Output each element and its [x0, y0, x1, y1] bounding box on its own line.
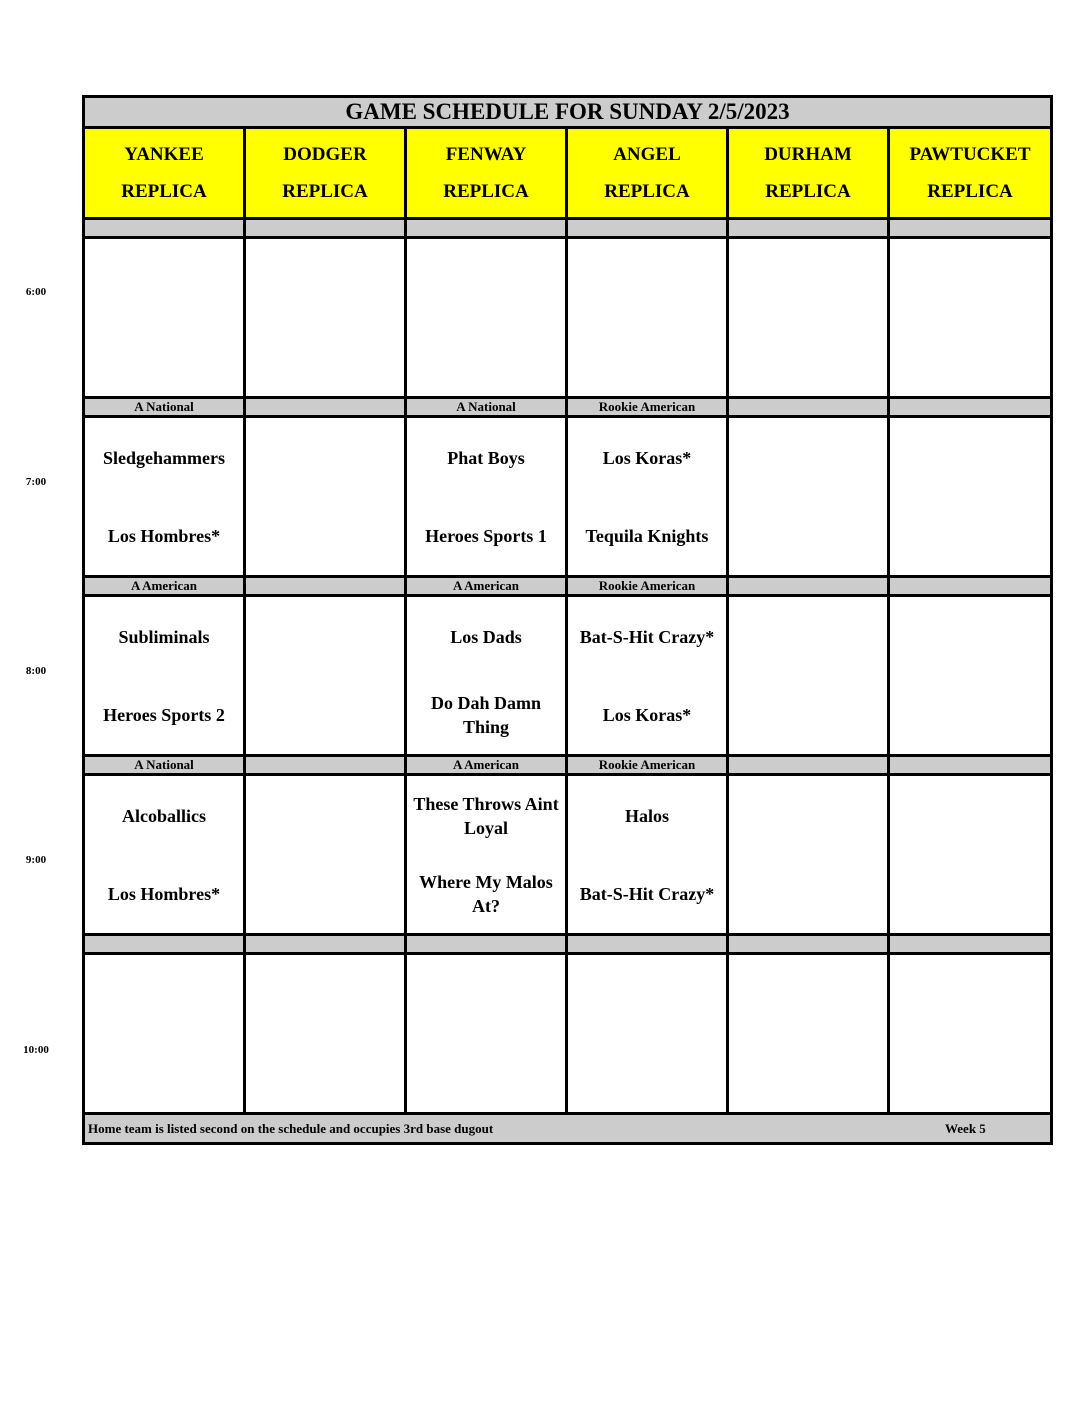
division-label: [245, 577, 406, 596]
away-team: These Throws Aint Loyal: [413, 793, 559, 838]
field-header-angel: ANGEL REPLICA: [567, 128, 728, 219]
away-team: [890, 777, 1050, 855]
division-label: [245, 219, 406, 238]
away-team: [890, 956, 1050, 1034]
home-team: Tequila Knights: [585, 525, 709, 546]
game-cell: [728, 775, 889, 935]
game-cell: [728, 596, 889, 756]
away-team: [246, 956, 404, 1034]
home-team: [729, 855, 887, 933]
game-cell: [567, 238, 728, 398]
schedule-table: [82, 95, 1053, 1145]
game-cell: [728, 417, 889, 577]
home-team: [85, 1034, 243, 1112]
away-team: [729, 419, 887, 497]
division-label: [84, 219, 245, 238]
home-team: [85, 318, 243, 396]
time-label-9: 9:00: [25, 854, 47, 866]
division-label: [728, 398, 889, 417]
home-team: [890, 318, 1050, 396]
game-cell: [728, 238, 889, 398]
game-cell: [889, 596, 1052, 756]
game-cell: [889, 417, 1052, 577]
division-label: [889, 756, 1052, 775]
home-team: Do Dah Damn Thing: [430, 692, 541, 737]
division-label: [889, 219, 1052, 238]
division-label: Rookie American: [567, 577, 728, 596]
division-label: A National: [406, 398, 567, 417]
field-header-yankee: YANKEE REPLICA: [84, 128, 245, 219]
game-cell: [84, 775, 245, 935]
away-team: [85, 240, 243, 318]
game-cell: [406, 596, 567, 756]
game-cell: [406, 238, 567, 398]
away-team: Alcoballics: [122, 805, 206, 826]
home-team: Los Koras*: [602, 704, 692, 725]
footer: [84, 1114, 1052, 1144]
division-label: [889, 398, 1052, 417]
home-team: Los Hombres*: [107, 525, 221, 546]
away-team: [246, 419, 404, 497]
home-team: [729, 676, 887, 754]
division-label: Rookie American: [567, 398, 728, 417]
division-label: A American: [406, 756, 567, 775]
away-team: [246, 598, 404, 676]
away-team: [407, 956, 565, 1034]
game-cell: [245, 417, 406, 577]
division-label: [728, 935, 889, 954]
away-team: [246, 777, 404, 855]
division-label: A National: [84, 398, 245, 417]
away-team: [729, 956, 887, 1034]
home-team: Where My Malos At?: [419, 871, 553, 916]
division-label: A National: [84, 756, 245, 775]
away-team: [568, 956, 726, 1034]
game-cell: [728, 954, 889, 1114]
game-cell: [567, 775, 728, 935]
time-label-8: 8:00: [25, 665, 47, 677]
game-cell: [406, 954, 567, 1114]
away-team: Subliminals: [118, 626, 210, 647]
home-team: [890, 497, 1050, 575]
game-cell: [84, 417, 245, 577]
home-team: [568, 1034, 726, 1112]
home-team: Bat-S-Hit Crazy*: [579, 883, 715, 904]
game-cell: [84, 238, 245, 398]
time-label-7: 7:00: [25, 476, 47, 488]
field-header-durham: DURHAM REPLICA: [728, 128, 889, 219]
footer-note: Home team is listed second on the schedule and occupies 3rd base dugout: [88, 1121, 494, 1136]
away-team: Phat Boys: [447, 447, 525, 468]
away-team: [407, 240, 565, 318]
away-team: Halos: [624, 805, 669, 826]
game-cell: [567, 417, 728, 577]
home-team: [246, 318, 404, 396]
home-team: [890, 676, 1050, 754]
field-header-dodger: DODGER REPLICA: [245, 128, 406, 219]
away-team: [890, 240, 1050, 318]
home-team: [246, 855, 404, 933]
game-cell: [84, 596, 245, 756]
away-team: [890, 598, 1050, 676]
home-team: [729, 497, 887, 575]
home-team: [246, 1034, 404, 1112]
home-team: Heroes Sports 1: [425, 525, 547, 546]
week-label: Week 5: [945, 1121, 986, 1136]
home-team: [407, 1034, 565, 1112]
division-label: [889, 577, 1052, 596]
division-label: [245, 756, 406, 775]
field-header-pawtucket: PAWTUCKET REPLICA: [889, 128, 1052, 219]
game-cell: [245, 775, 406, 935]
division-label: [245, 935, 406, 954]
home-team: [407, 318, 565, 396]
time-label-6: 6:00: [25, 286, 47, 298]
game-cell: [567, 954, 728, 1114]
away-team: Los Koras*: [602, 447, 692, 468]
home-team: [246, 676, 404, 754]
division-label: Rookie American: [567, 756, 728, 775]
home-team: Heroes Sports 2: [103, 704, 225, 725]
schedule-title: GAME SCHEDULE FOR SUNDAY 2/5/2023: [84, 97, 1052, 128]
division-label: [84, 935, 245, 954]
game-cell: [406, 417, 567, 577]
home-team: [729, 318, 887, 396]
home-team: [568, 318, 726, 396]
division-label: [728, 577, 889, 596]
away-team: [890, 419, 1050, 497]
home-team: [729, 1034, 887, 1112]
division-label: [728, 756, 889, 775]
away-team: Los Dads: [450, 626, 522, 647]
division-label: A American: [406, 577, 567, 596]
slot-rows: [84, 219, 1052, 1114]
time-label-10: 10:00: [23, 1044, 49, 1056]
away-team: [729, 777, 887, 855]
home-team: [246, 497, 404, 575]
away-team: Bat-S-Hit Crazy*: [579, 626, 715, 647]
game-cell: [245, 238, 406, 398]
away-team: [85, 956, 243, 1034]
division-label: [406, 935, 567, 954]
home-team: Los Hombres*: [107, 883, 221, 904]
game-cell: [889, 238, 1052, 398]
home-team: [890, 1034, 1050, 1112]
away-team: [729, 240, 887, 318]
game-cell: [406, 775, 567, 935]
division-label: [567, 219, 728, 238]
away-team: Sledgehammers: [103, 447, 225, 468]
game-cell: [889, 954, 1052, 1114]
division-label: [245, 398, 406, 417]
game-cell: [567, 596, 728, 756]
division-label: A American: [84, 577, 245, 596]
division-label: [406, 219, 567, 238]
home-team: [890, 855, 1050, 933]
away-team: [568, 240, 726, 318]
division-label: [728, 219, 889, 238]
field-header-fenway: FENWAY REPLICA: [406, 128, 567, 219]
away-team: [246, 240, 404, 318]
game-cell: [889, 775, 1052, 935]
game-cell: [84, 954, 245, 1114]
game-cell: [245, 596, 406, 756]
game-cell: [245, 954, 406, 1114]
division-label: [889, 935, 1052, 954]
division-label: [567, 935, 728, 954]
away-team: [729, 598, 887, 676]
